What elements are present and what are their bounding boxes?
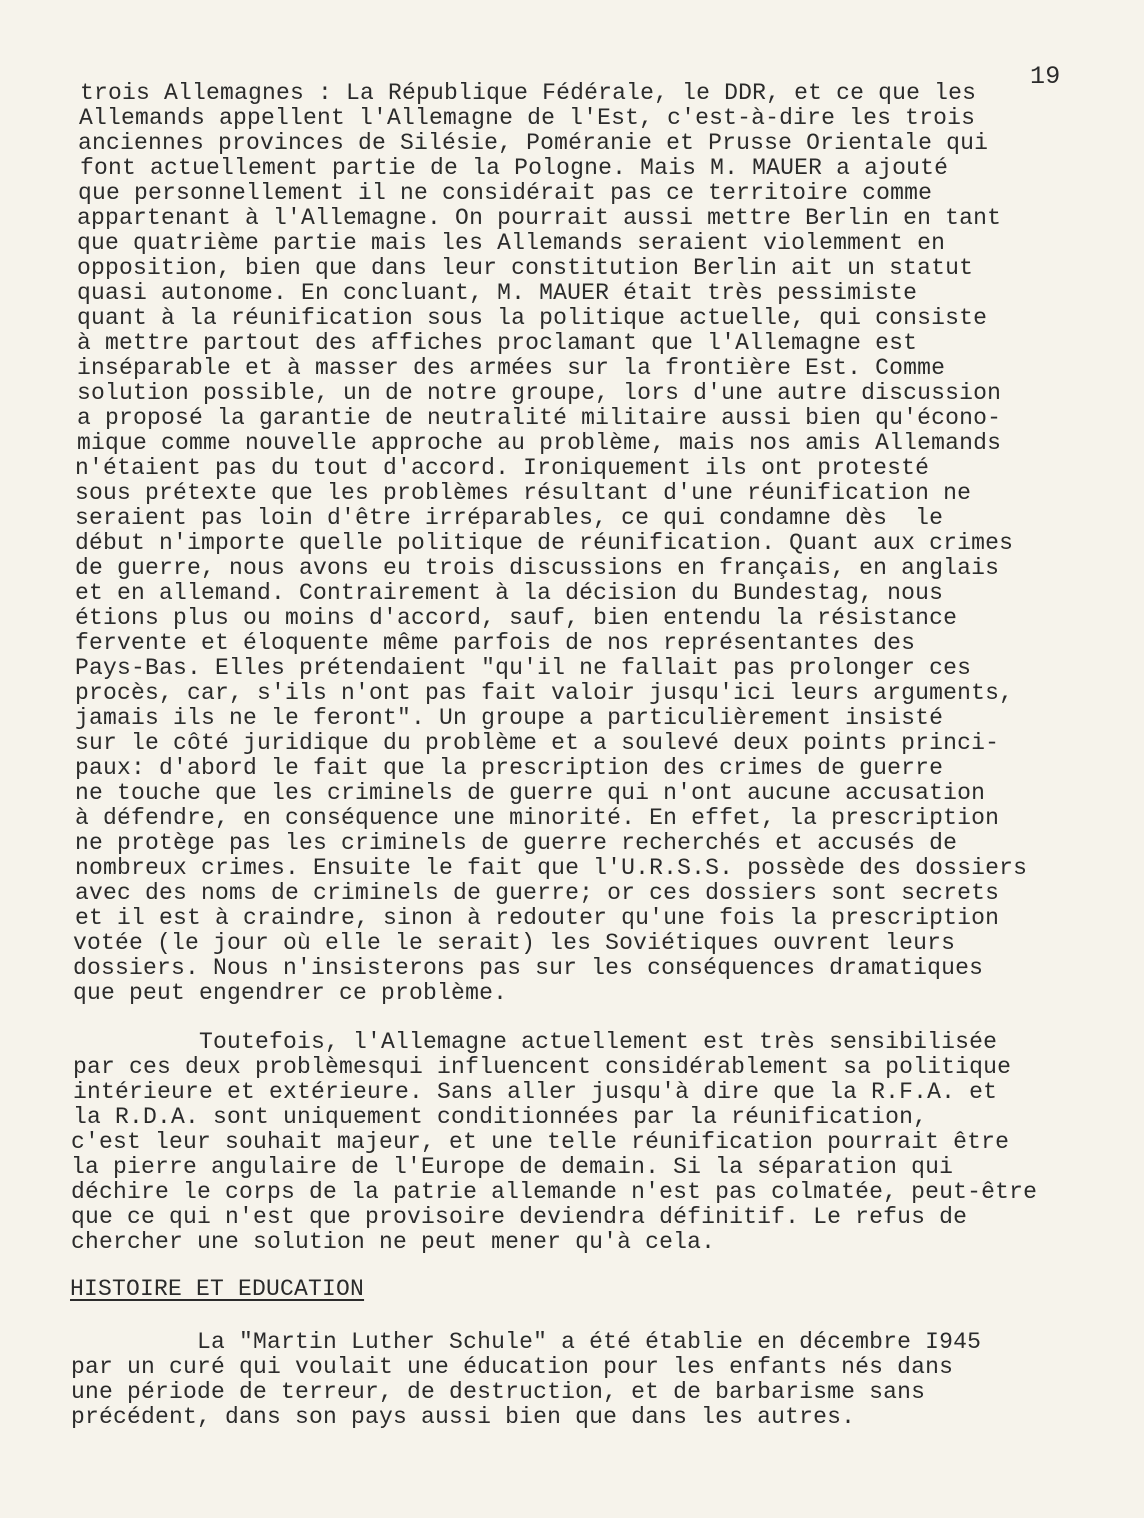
text-line: Allemands appellent l'Allemagne de l'Est, c'est-à-dire les trois bbox=[79, 105, 976, 131]
text-line: a proposé la garantie de neutralité militaire aussi bien qu'écono- bbox=[77, 405, 1002, 431]
text-line: précédent, dans son pays aussi bien que dans les autres. bbox=[71, 1404, 856, 1430]
text-line: fervente et éloquente même parfois de nos représentantes des bbox=[75, 630, 916, 656]
text-line: votée (le jour où elle le serait) les Soviétiques ouvrent leurs bbox=[73, 930, 956, 956]
text-line: La "Martin Luther Schule" a été établie en décembre I945 bbox=[71, 1329, 982, 1355]
text-line: que quatrième partie mais les Allemands seraient violemment en bbox=[77, 230, 946, 256]
text-line: nombreux crimes. Ensuite le fait que l'U.R.S.S. possède des dossiers bbox=[75, 855, 1028, 881]
text-line: Pays-Bas. Elles prétendaient "qu'il ne fallait pas prolonger ces bbox=[75, 655, 972, 681]
text-line: procès, car, s'ils n'ont pas fait valoir jusqu'ici leurs arguments, bbox=[75, 680, 1014, 706]
text-line: et en allemand. Contrairement à la décision du Bundestag, nous bbox=[75, 580, 944, 606]
text-line: par un curé qui voulait une éducation pour les enfants nés dans bbox=[71, 1354, 954, 1380]
text-line: chercher une solution ne peut mener qu'à cela. bbox=[71, 1229, 716, 1255]
text-line: à mettre partout des affiches proclamant que l'Allemagne est bbox=[77, 330, 918, 356]
text-line: la R.D.A. sont uniquement conditionnées par la réunification, bbox=[73, 1104, 928, 1130]
text-line: avec des noms de criminels de guerre; or ces dossiers sont secrets bbox=[75, 880, 1000, 906]
text-line: jamais ils ne le feront". Un groupe a particulièrement insisté bbox=[75, 705, 944, 731]
text-line: ne protège pas les criminels de guerre recherchés et accusés de bbox=[75, 830, 958, 856]
text-line: début n'importe quelle politique de réunification. Quant aux crimes bbox=[75, 530, 1014, 556]
text-line: Toutefois, l'Allemagne actuellement est très sensibilisée bbox=[73, 1029, 998, 1055]
text-line: n'étaient pas du tout d'accord. Ironiquement ils ont protesté bbox=[75, 455, 930, 481]
text-line: déchire le corps de la patrie allemande n'est pas colmatée, peut-être bbox=[71, 1179, 1038, 1205]
text-line: que peut engendrer ce problème. bbox=[73, 980, 508, 1006]
text-line: quasi autonome. En concluant, M. MAUER était très pessimiste bbox=[77, 280, 918, 306]
text-line: une période de terreur, de destruction, et de barbarisme sans bbox=[71, 1379, 926, 1405]
text-line: mique comme nouvelle approche au problème, mais nos amis Allemands bbox=[77, 430, 1002, 456]
text-line: sous prétexte que les problèmes résultant d'une réunification ne bbox=[75, 480, 972, 506]
text-line: seraient pas loin d'être irréparables, ce qui condamne dès le bbox=[75, 505, 944, 531]
text-line: sur le côté juridique du problème et a soulevé deux points princi- bbox=[75, 730, 1000, 756]
text-line: paux: d'abord le fait que la prescription des crimes de guerre bbox=[75, 755, 944, 781]
section-heading: HISTOIRE ET EDUCATION bbox=[70, 1276, 365, 1302]
text-line: à défendre, en conséquence une minorité. En effet, la prescription bbox=[75, 805, 1000, 831]
text-line: intérieure et extérieure. Sans aller jusqu'à dire que la R.F.A. et bbox=[73, 1079, 998, 1105]
text-line: appartenant à l'Allemagne. On pourrait aussi mettre Berlin en tant bbox=[77, 205, 1002, 231]
text-line: trois Allemagnes : La République Fédérale, le DDR, et ce que les bbox=[80, 80, 977, 106]
text-line: ne touche que les criminels de guerre qui n'ont aucune accusation bbox=[75, 780, 986, 806]
text-line: de guerre, nous avons eu trois discussions en français, en anglais bbox=[75, 555, 1000, 581]
page-number: 19 bbox=[1030, 62, 1061, 91]
text-line: inséparable et à masser des armées sur la frontière Est. Comme bbox=[77, 355, 946, 381]
text-line: dossiers. Nous n'insisterons pas sur les conséquences dramatiques bbox=[73, 955, 984, 981]
text-line: opposition, bien que dans leur constitution Berlin ait un statut bbox=[77, 255, 974, 281]
text-line: que ce qui n'est que provisoire deviendra définitif. Le refus de bbox=[71, 1204, 968, 1230]
text-line: quant à la réunification sous la politique actuelle, qui consiste bbox=[77, 305, 988, 331]
text-line: solution possible, un de notre groupe, lors d'une autre discussion bbox=[77, 380, 1002, 406]
text-line: c'est leur souhait majeur, et une telle réunification pourrait être bbox=[71, 1129, 1010, 1155]
text-line: que personnellement il ne considérait pas ce territoire comme bbox=[78, 180, 933, 206]
text-line: et il est à craindre, sinon à redouter qu'une fois la prescription bbox=[75, 905, 1000, 931]
text-line: étions plus ou moins d'accord, sauf, bien entendu la résistance bbox=[75, 605, 958, 631]
text-line: par ces deux problèmesqui influencent considérablement sa politique bbox=[73, 1054, 1012, 1080]
text-line: la pierre angulaire de l'Europe de demain. Si la séparation qui bbox=[71, 1154, 954, 1180]
text-line: font actuellement partie de la Pologne. Mais M. MAUER a ajouté bbox=[80, 155, 949, 181]
text-line: anciennes provinces de Silésie, Poméranie et Prusse Orientale qui bbox=[78, 130, 989, 156]
